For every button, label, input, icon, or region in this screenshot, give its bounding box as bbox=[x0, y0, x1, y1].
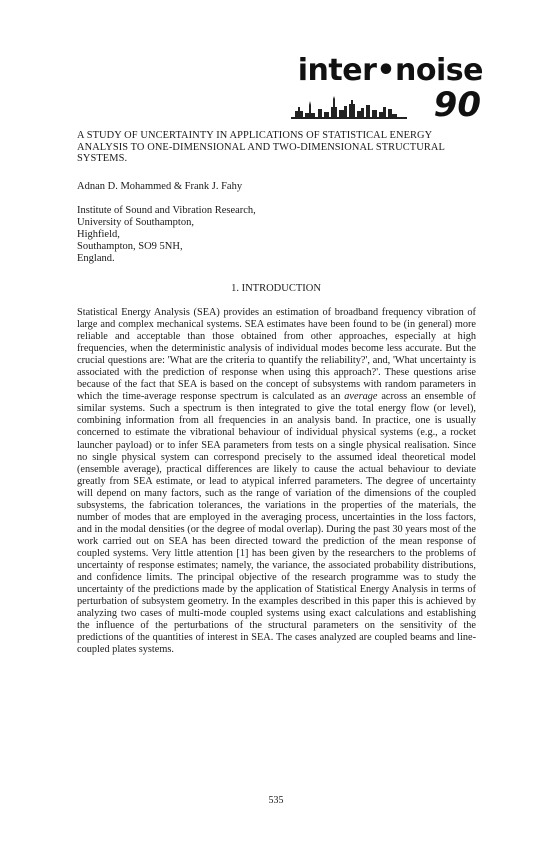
paper-title: A STUDY OF UNCERTAINTY IN APPLICATIONS OF STATISTICAL ENERGY ANALYSIS TO ONE-DIMENSIONAL AND TWO-DIMENSIONAL STRUCTURAL SYSTEMS. bbox=[77, 130, 445, 164]
page-number: 535 bbox=[268, 795, 284, 806]
author-affiliation bbox=[77, 205, 256, 265]
body-text-part: across an ensemble of similar systems. Such a spectrum is then integrated to give the total energy flow (or level), combining information from all frequencies in an analysis band. In practice, one is usually concerned to estimate the vibrational behaviour of individual physical systems (e.g., a rocket launcher payload) or to infer SEA parameters from tests on a single physical realisation. Since no single physical system can correspond precisely to the assumed ideal theoretical model (ensemble average), practical differences are likely to cause the actual behaviour to deviate greatly from SEA estimate, or lead to atypical inferred parameters. The degree of uncertainty will depend on many factors, such as the range of variation of the dimensions of the coupled subsystems, the fabrication tolerances, the variations in the properties of the materials, the number of modes that are employed in the averaging process, uncertainties in the loss factors, and in the modal densities (or the degree of modal overlap). During the past 30 years most of the work carried out on SEA has been directed toward the prediction of the mean response of coupled systems. Very little attention [1] has been given by the researchers to the problems of uncertainty of response estimates; namely, the variance, the associated probability distributions, and confidence limits. The principal objective of the research programme was to study the uncertainty of the predictions made by the application of Statistical Energy Analysis in terms of perturbation of subsystem geometry. In the examples described in this paper this is achieved by analyzing two cases of multi-mode coupled systems using exact calculations and establishing the influence of the perturbations of the structural parameters on the sensitivity of the predictions of the quantities of interest in SEA. The cases analyzed are coupled beams and line-coupled plates systems. bbox=[77, 391, 476, 656]
city-skyline-icon bbox=[291, 95, 407, 119]
affiliation-line: Highfield, bbox=[77, 229, 120, 240]
affiliation-line: Institute of Sound and Vibration Research, bbox=[77, 205, 256, 216]
inter-noise-90-logo bbox=[283, 55, 483, 127]
affiliation-line: England. bbox=[77, 253, 115, 264]
logo-wordmark: inter•noise bbox=[297, 53, 483, 88]
logo-year: 90 bbox=[433, 85, 481, 125]
section-heading: 1. INTRODUCTION bbox=[231, 283, 321, 294]
affiliation-line: University of Southampton, bbox=[77, 217, 194, 228]
body-emphasis: average bbox=[344, 391, 378, 403]
affiliation-line: Southampton, SO9 5NH, bbox=[77, 241, 183, 252]
paper-authors: Adnan D. Mohammed & Frank J. Fahy bbox=[77, 181, 243, 192]
body-text-part: Statistical Energy Analysis (SEA) provides an estimation of broadband frequency vibration of large and complex mechanical systems. SEA estimates have been found to be (in general) more reliable and acceptable than those obtained from other approaches, especially at high frequencies, when the deterministic analysis of individual modes become less accurate. But the crucial questions are: 'What are the criteria to quantify the reliability?', and, 'What uncertainty is associated with the prediction of response when using this approach?'. These questions arise because of the fact that SEA is based on the concept of subsystems with random parameters in which the time-average response spectrum is calculated as an bbox=[77, 307, 476, 403]
introduction-paragraph bbox=[77, 307, 476, 656]
